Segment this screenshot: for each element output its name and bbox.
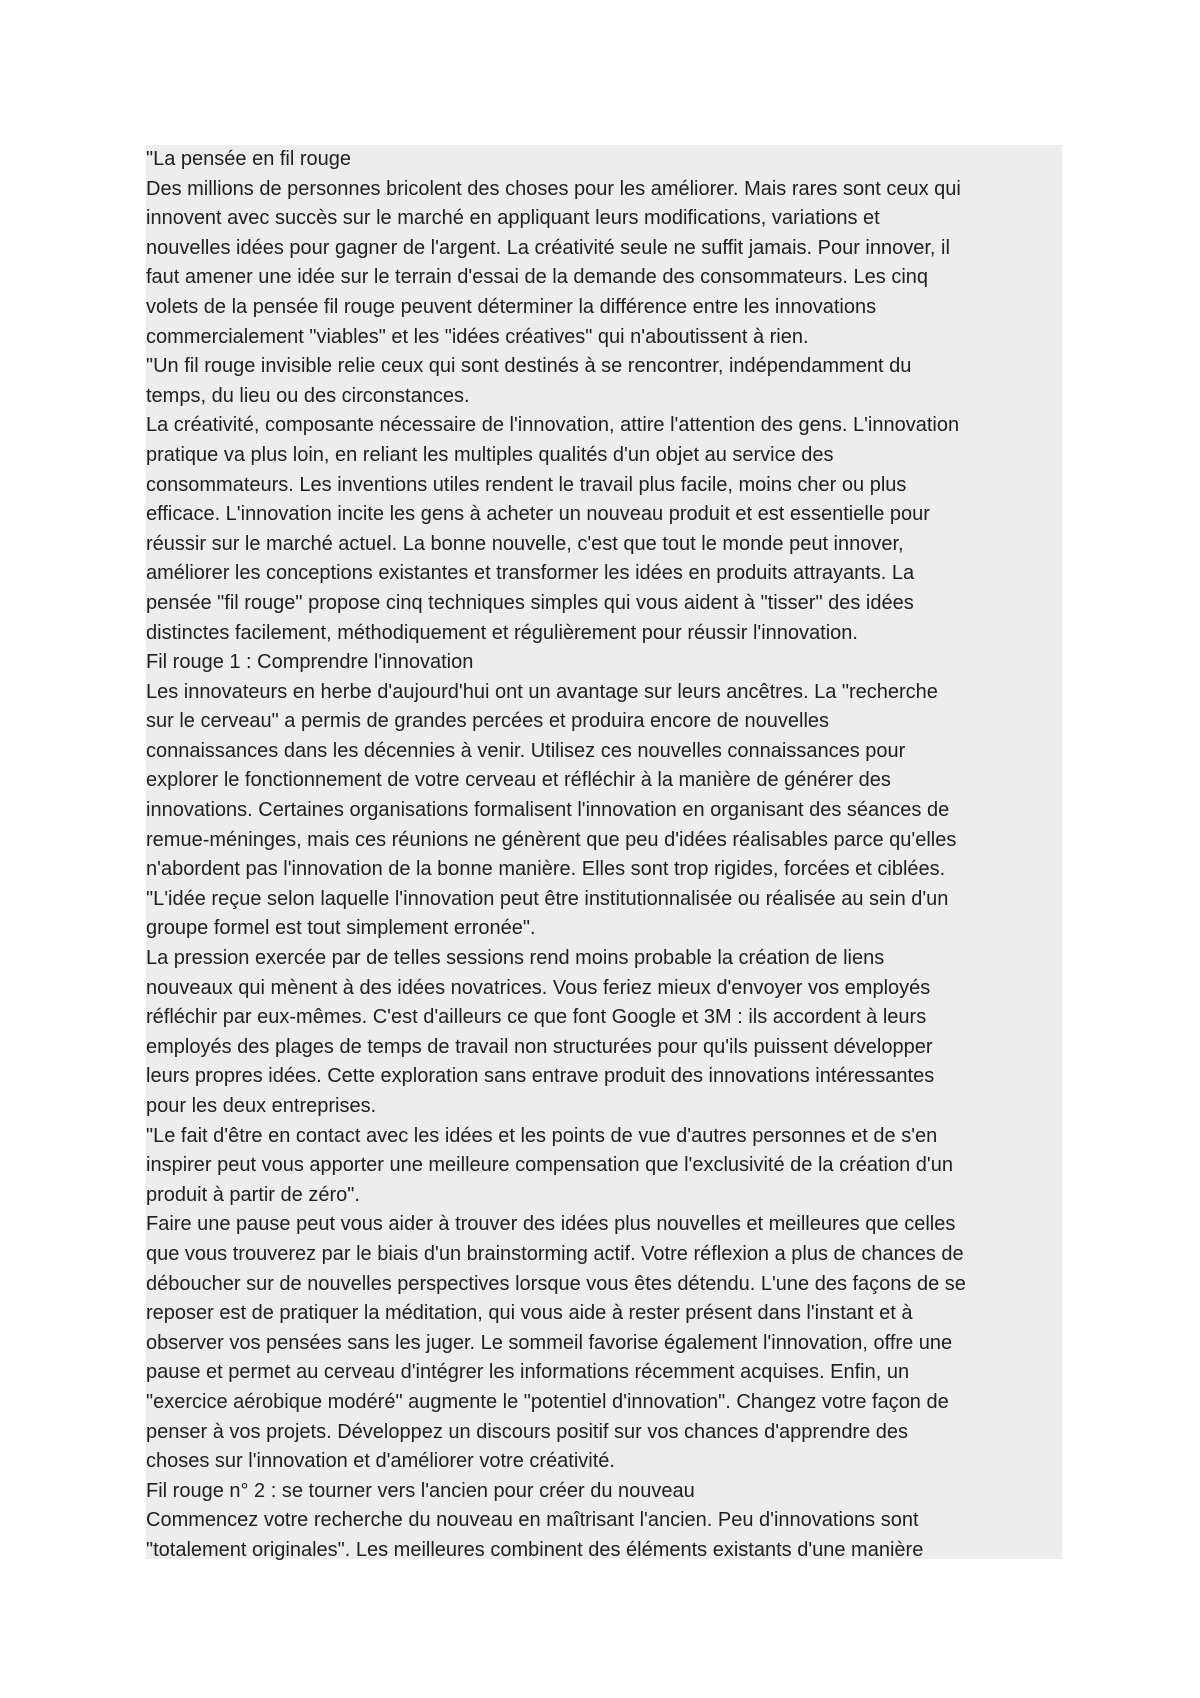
text-line: distinctes facilement, méthodiquement et régulièrement pour réussir l'innovation. xyxy=(146,621,858,644)
text-line: connaissances dans les décennies à venir. Utilisez ces nouvelles connaissances pour xyxy=(146,739,906,762)
text-line: que vous trouverez par le biais d'un brainstorming actif. Votre réflexion a plus de chances de xyxy=(146,1242,964,1265)
text-line: inspirer peut vous apporter une meilleure compensation que l'exclusivité de la création d'un xyxy=(146,1154,953,1177)
text-line: "L'idée reçue selon laquelle l'innovation peut être institutionnalisée ou réalisée au sein d'un xyxy=(146,887,949,910)
text-line: améliorer les conceptions existantes et transformer les idées en produits attrayants. La xyxy=(146,562,915,585)
text-line: remue-méninges, mais ces réunions ne génèrent que peu d'idées réalisables parce qu'elles xyxy=(146,828,957,851)
text-line: Des millions de personnes bricolent des choses pour les améliorer. Mais rares sont ceux qui xyxy=(146,177,961,200)
text-line: "exercice aérobique modéré" augmente le "potentiel d'innovation". Changez votre façon de xyxy=(146,1390,949,1413)
text-line: leurs propres idées. Cette exploration sans entrave produit des innovations intéressantes xyxy=(146,1065,935,1088)
text-line: sur le cerveau" a permis de grandes percées et produira encore de nouvelles xyxy=(146,710,830,733)
text-line: produit à partir de zéro". xyxy=(146,1183,360,1206)
text-line: penser à vos projets. Développez un discours positif sur vos chances d'apprendre des xyxy=(146,1420,909,1443)
text-line: Faire une pause peut vous aider à trouver des idées plus nouvelles et meilleures que celles xyxy=(146,1213,956,1236)
text-line: La pression exercée par de telles sessions rend moins probable la création de liens xyxy=(146,947,885,970)
text-line: "Le fait d'être en contact avec les idées et les points de vue d'autres personnes et de s'en xyxy=(146,1124,938,1147)
text-line: Fil rouge 1 : Comprendre l'innovation xyxy=(146,651,474,674)
text-line: "La pensée en fil rouge xyxy=(146,148,352,170)
text-line: observer vos pensées sans les juger. Le sommeil favorise également l'innovation, offre une xyxy=(146,1331,953,1354)
text-line: réussir sur le marché actuel. La bonne nouvelle, c'est que tout le monde peut innover, xyxy=(146,532,904,555)
text-line: consommateurs. Les inventions utiles rendent le travail plus facile, moins cher ou plus xyxy=(146,473,907,496)
text-line: choses sur l'innovation et d'améliorer votre créativité. xyxy=(146,1450,615,1473)
text-line: déboucher sur de nouvelles perspectives lorsque vous êtes détendu. L'une des façons de se xyxy=(146,1272,966,1295)
text-line: pensée "fil rouge" propose cinq techniques simples qui vous aident à "tisser" des idées xyxy=(146,591,914,614)
text-line: Les innovateurs en herbe d'aujourd'hui ont un avantage sur leurs ancêtres. La "recherche xyxy=(146,680,938,703)
text-line: temps, du lieu ou des circonstances. xyxy=(146,384,470,407)
text-line: reposer est de pratiquer la méditation, qui vous aide à rester présent dans l'instant et à xyxy=(146,1302,913,1325)
text-line: pratique va plus loin, en reliant les multiples qualités d'un objet au service des xyxy=(146,443,834,466)
text-line: La créativité, composante nécessaire de l'innovation, attire l'attention des gens. L'innovation xyxy=(146,414,960,437)
text-block xyxy=(146,145,1062,1559)
text-line: employés des plages de temps de travail non structurées pour qu'ils puissent développer xyxy=(146,1035,933,1058)
text-line: Commencez votre recherche du nouveau en maîtrisant l'ancien. Peu d'innovations sont xyxy=(146,1509,919,1532)
text-line: pause et permet au cerveau d'intégrer les informations récemment acquises. Enfin, un xyxy=(146,1361,910,1384)
text-line: groupe formel est tout simplement erronée". xyxy=(146,917,536,940)
text-line: Fil rouge n° 2 : se tourner vers l'ancien pour créer du nouveau xyxy=(146,1479,695,1502)
text-line: nouvelles idées pour gagner de l'argent. La créativité seule ne suffit jamais. Pour innover, il xyxy=(146,236,950,259)
text-line: efficace. L'innovation incite les gens à acheter un nouveau produit et est essentielle pour xyxy=(146,503,930,526)
text-line: explorer le fonctionnement de votre cerveau et réfléchir à la manière de générer des xyxy=(146,769,891,792)
text-line: commercialement "viables" et les "idées créatives" qui n'aboutissent à rien. xyxy=(146,325,809,348)
text-line: faut amener une idée sur le terrain d'essai de la demande des consommateurs. Les cinq xyxy=(146,266,929,289)
text-line: nouveaux qui mènent à des idées novatrices. Vous feriez mieux d'envoyer vos employés xyxy=(146,976,931,999)
text-line: réfléchir par eux-mêmes. C'est d'ailleurs ce que font Google et 3M : ils accordent à leurs xyxy=(146,1006,927,1029)
text-line: innovations. Certaines organisations formalisent l'innovation en organisant des séances de xyxy=(146,799,950,822)
text-line: innovent avec succès sur le marché en appliquant leurs modifications, variations et xyxy=(146,207,880,230)
text-line: pour les deux entreprises. xyxy=(146,1095,377,1117)
text-line: "Un fil rouge invisible relie ceux qui sont destinés à se rencontrer, indépendamment du xyxy=(146,355,912,378)
text-line: n'abordent pas l'innovation de la bonne manière. Elles sont trop rigides, forcées et ciblées. xyxy=(146,858,946,881)
text-line: volets de la pensée fil rouge peuvent déterminer la différence entre les innovations xyxy=(146,295,877,318)
text-line: "totalement originales". Les meilleures combinent des éléments existants d'une manière xyxy=(146,1538,924,1561)
